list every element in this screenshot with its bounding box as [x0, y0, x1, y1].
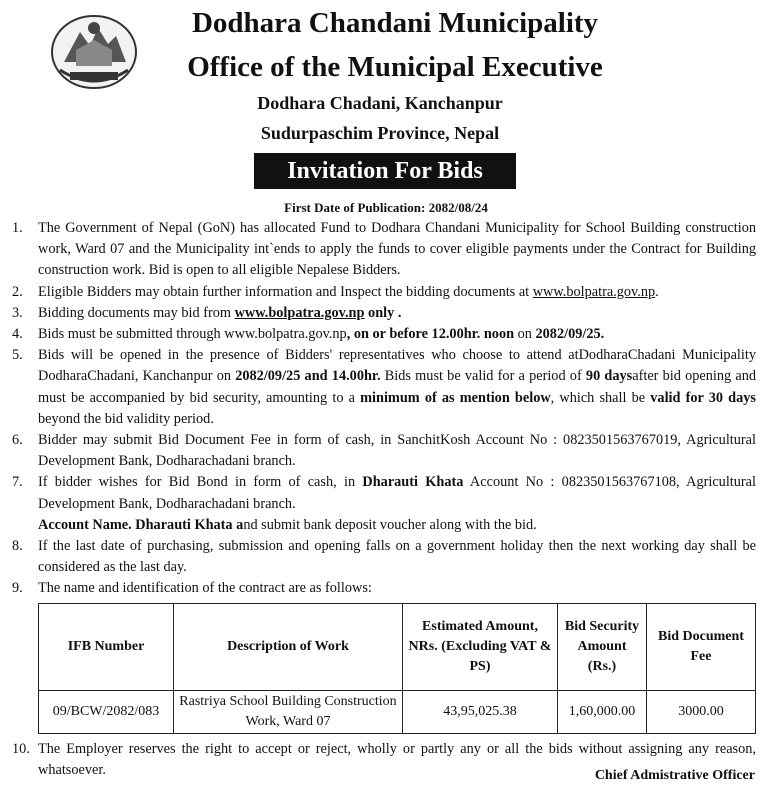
contract-table: [38, 603, 756, 734]
clause-emphasis: Dharauti Khata: [362, 474, 464, 491]
clause-text: The name and identification of the contract are as follows:: [38, 580, 372, 597]
clause-2: [12, 282, 756, 303]
notice-body: [12, 218, 756, 781]
office-province: Sudurpaschim Province, Nepal: [260, 123, 500, 143]
clause-list: [12, 218, 756, 781]
table-cell: 1,60,000.00: [558, 690, 647, 733]
publication-date: First Date of Publication: 2082/08/24: [284, 200, 488, 215]
nepal-emblem-icon: [46, 10, 142, 96]
clause-text: If the last date of purchasing, submission and opening falls on a government holiday then the next working day shall be considered as the last day.: [38, 538, 756, 576]
clause-number: 5.: [12, 347, 23, 364]
clause-number: 10.: [12, 740, 30, 757]
table-cell: Rastriya School Building Construction Work, Ward 07: [174, 690, 403, 733]
clause-text: , on or before: [346, 326, 432, 343]
clause-text: .: [655, 283, 659, 300]
municipality-name: Dodhara Chandani Municipality: [191, 7, 599, 39]
clause-text: Bidder may submit Bid Document Fee in form of cash, in SanchitKosh Account No : 0823501563767019, Agricultural Development Bank, Dodharachadani branch.: [38, 432, 756, 470]
office-address: Dodhara Chadani, Kanchanpur: [257, 93, 503, 113]
clause-emphasis: minimum of as mention below: [360, 389, 551, 406]
table-cell: 43,95,025.38: [403, 690, 558, 733]
clause-text: only .: [364, 304, 402, 321]
column-header: Description of Work: [174, 603, 403, 690]
clause-text: nd submit bank deposit voucher along with the bid.: [243, 516, 537, 533]
bolpatra-link[interactable]: www.bolpatra.gov.np: [234, 304, 365, 321]
column-header: Bid Security Amount (Rs.): [558, 603, 647, 690]
column-header: IFB Number: [39, 603, 174, 690]
clause-5: [12, 345, 756, 430]
clause-text: Bids will be opened in the presence of Bidders' representatives who choose to attend atDodharaChadani Municipality DodharaChadani, Kanchanpur on: [38, 347, 756, 385]
signatory-title: Chief Admistrative Officer: [594, 768, 755, 783]
column-header: Bid Document Fee: [647, 603, 756, 690]
column-header: Estimated Amount, NRs. (Excluding VAT & PS): [403, 603, 558, 690]
clause-text: Account No : 0823501563767108, Agricultural Development Bank, Dodharachadani branch.: [38, 474, 756, 512]
clause-text: , which shall be: [550, 389, 651, 406]
clause-number: 9.: [12, 580, 23, 597]
office-name: Office of the Municipal Executive: [187, 51, 603, 83]
clause-number: 4.: [12, 326, 23, 343]
clause-number: 1.: [12, 220, 23, 236]
table-row: [39, 690, 756, 733]
clause-text: after bid opening and must be accompanied by bid security, amounting to a: [38, 368, 756, 406]
clause-text: Bidding documents may bid from: [38, 304, 235, 321]
clause-text: Eligible Bidders may obtain further information and Inspect the bidding documents at: [38, 283, 533, 300]
clause-number: 6.: [12, 432, 23, 449]
deadline-time: 12.00hr. noon: [431, 326, 515, 343]
clause-number: 7.: [12, 474, 23, 491]
clause-text: The Employer reserves the right to accept or reject, wholly or partly any or all the bids without assigning any reason, whatsoever.: [38, 740, 756, 778]
clause-text: on: [514, 326, 536, 343]
notice-title: Invitation For Bids: [254, 153, 516, 189]
clause-text: The Government of Nepal (GoN) has allocated Fund to Dodhara Chandani Municipality for School Building construction work, Ward 07 and the Municipality int`ends to apply the funds to cover eligible payments under the Contract for Building construction work. Bid is open to all eligible Nepalese Bidders.: [38, 220, 756, 279]
deadline-date: 2082/09/25.: [535, 326, 605, 343]
clause-number: 3.: [12, 304, 23, 321]
clause-text: Bids must be submitted through www.bolpatra.gov.np: [38, 326, 347, 343]
validity-period: 90 days: [585, 368, 633, 385]
account-name-line: [38, 515, 756, 536]
clause-text: Bids must be valid for a period of: [380, 368, 586, 385]
clause-number: 8.: [12, 538, 23, 555]
clause-7: [12, 472, 756, 536]
account-name: Account Name. Dharauti Khata a: [38, 516, 244, 533]
opening-datetime: 2082/09/25 and 14.00hr.: [235, 368, 381, 385]
clause-emphasis: valid for 30 days: [650, 389, 756, 406]
clause-text: beyond the bid validity period.: [38, 410, 214, 427]
clause-1: [12, 218, 756, 282]
clause-9: [12, 578, 756, 733]
clause-4: [12, 324, 756, 345]
bolpatra-link[interactable]: www.bolpatra.gov.np: [532, 283, 656, 300]
clause-number: 2.: [12, 283, 23, 300]
clause-6: [12, 430, 756, 472]
clause-8: [12, 536, 756, 578]
table-cell: 3000.00: [647, 690, 756, 733]
clause-text: If bidder wishes for Bid Bond in form of cash, in: [38, 474, 363, 491]
table-cell: 09/BCW/2082/083: [39, 690, 174, 733]
table-header-row: [39, 603, 756, 690]
clause-3: [12, 303, 756, 324]
